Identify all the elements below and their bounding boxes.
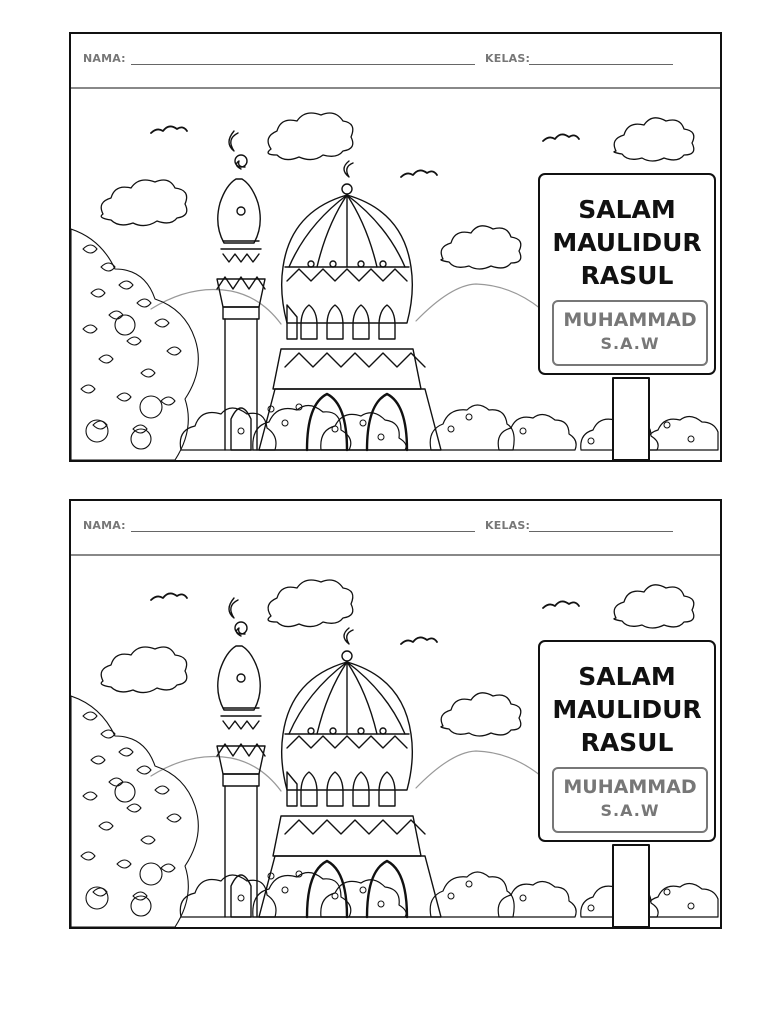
sign-post [613, 378, 649, 460]
name-label: NAMA: [83, 52, 126, 65]
sign-name: MUHAMMAD [563, 776, 697, 798]
hill-icon [151, 751, 541, 791]
student-info-row [71, 501, 720, 556]
greeting-sign [538, 640, 716, 842]
mosque-icon [259, 161, 441, 450]
sign-honorific: S.A.W [600, 801, 660, 820]
sign-greeting: SALAM MAULIDUR RASUL [552, 662, 702, 757]
worksheet-top [69, 32, 722, 462]
sign-post [613, 845, 649, 927]
greeting-sign [538, 173, 716, 375]
bird-icon [151, 593, 579, 644]
class-label: KELAS: [485, 52, 531, 65]
class-label: KELAS: [485, 519, 531, 532]
sign-honorific: S.A.W [600, 334, 660, 353]
bird-icon [151, 126, 579, 177]
sign-name-box [552, 300, 708, 366]
sign-name-box [552, 767, 708, 833]
name-label: NAMA: [83, 519, 126, 532]
name-field-line[interactable] [131, 64, 475, 65]
tree-icon [71, 229, 198, 460]
sign-greeting: SALAM MAULIDUR RASUL [552, 195, 702, 290]
mosque-icon [259, 628, 441, 917]
sign-name: MUHAMMAD [563, 309, 697, 331]
hill-icon [151, 284, 541, 324]
class-field-line[interactable] [529, 64, 673, 65]
student-info-row [71, 34, 720, 89]
name-field-line[interactable] [131, 531, 475, 532]
tree-icon [71, 696, 198, 927]
worksheet-bottom [69, 499, 722, 929]
class-field-line[interactable] [529, 531, 673, 532]
